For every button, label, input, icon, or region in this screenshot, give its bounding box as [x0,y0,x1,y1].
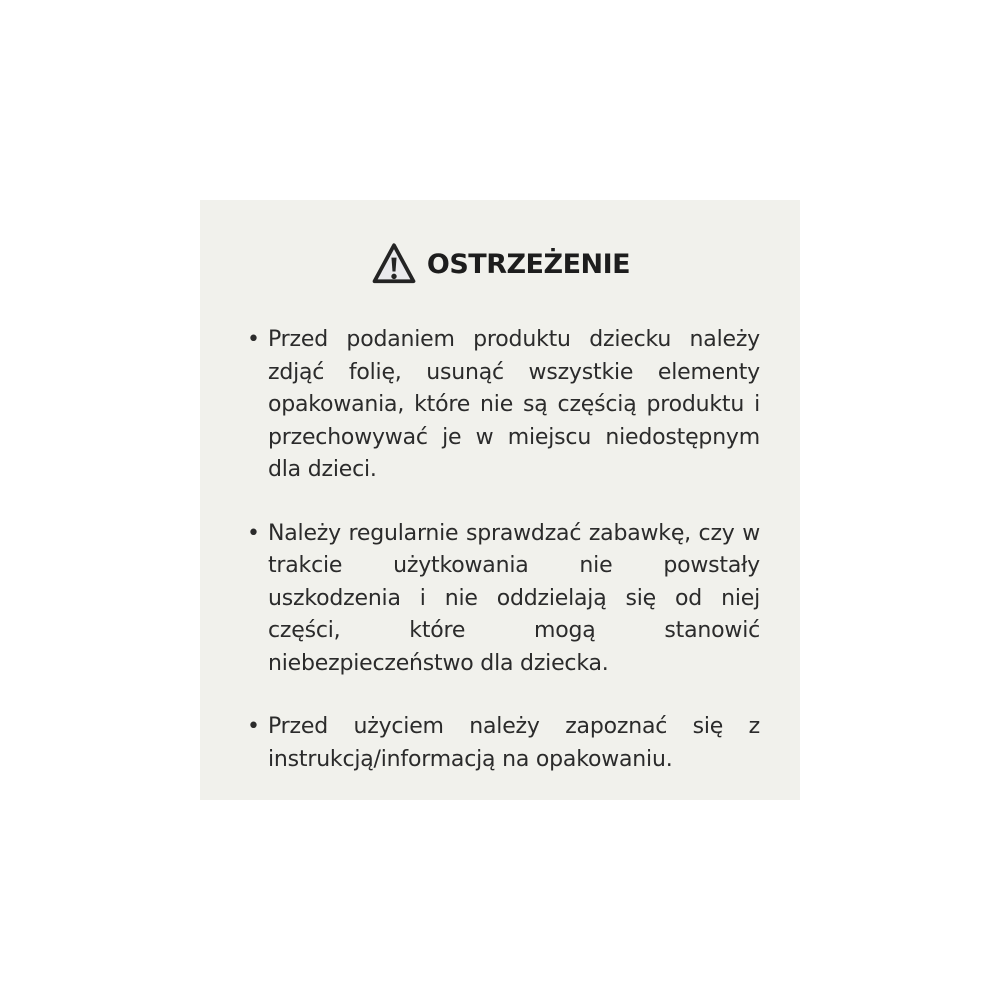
warning-title: OSTRZEŻENIE [426,248,631,280]
warning-triangle-icon [370,238,418,290]
warning-bullet-item: • Przed użyciem należy zapoznać się z instrukcją/informacją na opakowaniu. [268,711,760,776]
warning-header [240,238,760,290]
warning-panel [200,200,800,800]
warning-bullet-list [240,324,760,776]
warning-bullet-item: • Należy regularnie sprawdzać zabawkę, czy w trakcie użytkowania nie powstały uszkodzenia i nie oddzielają się od niej części, które mogą stanowić niebezpieczeństwo dla dziecka. [268,518,760,681]
warning-bullet-item: • Przed podaniem produktu dziecku należy zdjąć folię, usunąć wszystkie elementy opakowania, które nie są częścią produktu i przechowywać je w miejscu niedostępnym dla dzieci. [268,324,760,487]
